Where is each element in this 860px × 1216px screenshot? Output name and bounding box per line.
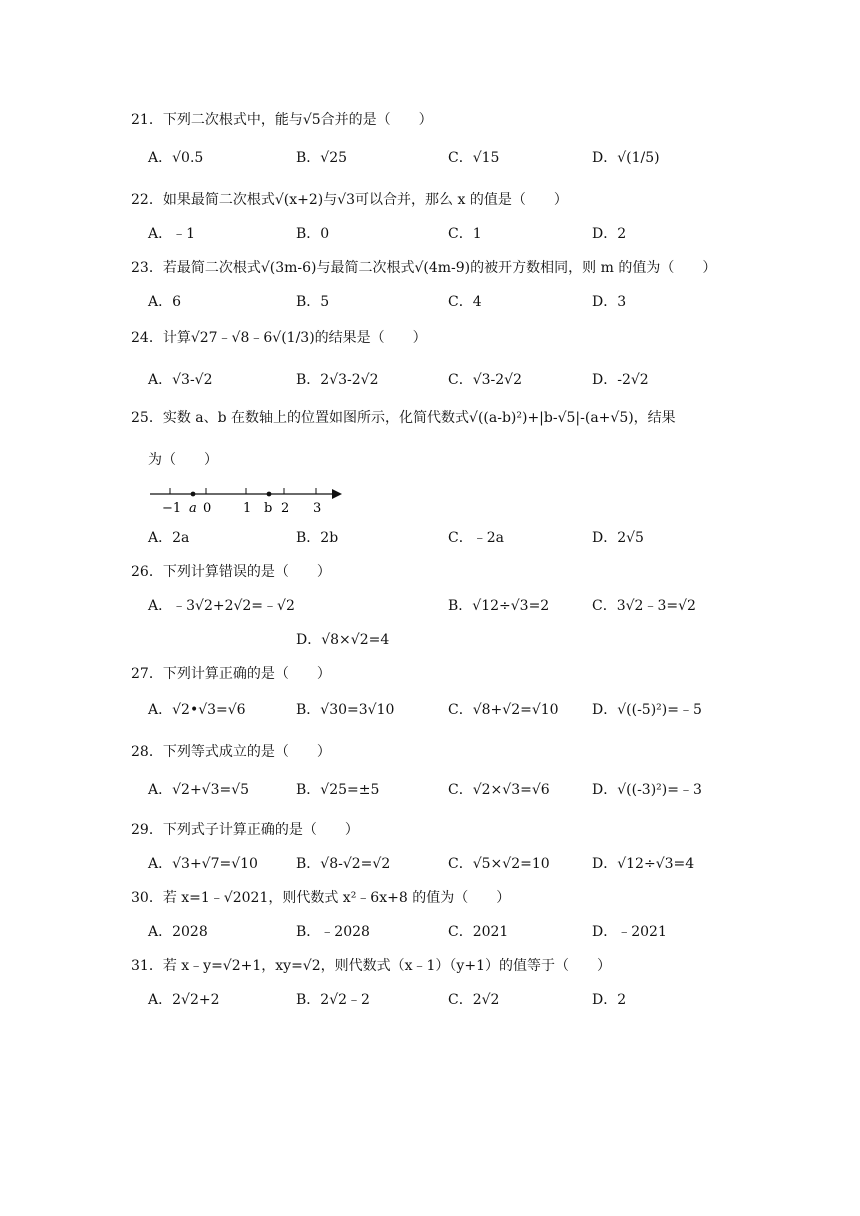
q28-option-d: D．√((-3)²)=﹣3 xyxy=(592,782,702,798)
q25-option-c: C．﹣2a xyxy=(448,530,504,546)
q25-option-a: A．2a xyxy=(148,530,190,546)
q26-option-c: C．3√2﹣3=√2 xyxy=(592,598,696,614)
q22-option-a: A．﹣1 xyxy=(148,226,196,242)
q21-option-a: A．√0.5 xyxy=(148,150,204,166)
number-line-arrow xyxy=(332,489,342,499)
q26-option-d: D．√8×√2=4 xyxy=(296,632,390,648)
q30-option-b: B．﹣2028 xyxy=(296,924,370,940)
q24-option-c: C．√3-2√2 xyxy=(448,372,523,388)
q23-option-c: C．4 xyxy=(448,294,482,310)
q22-option-c: C．1 xyxy=(448,226,482,242)
q31-option-d: D．2 xyxy=(592,992,627,1008)
q29-option-d: D．√12÷√3=4 xyxy=(592,856,695,872)
q22-option-b: B．0 xyxy=(296,226,330,242)
q22-option-d: D．2 xyxy=(592,226,627,242)
q27-option-b: B．√30=3√10 xyxy=(296,702,395,718)
q24-option-d: D．-2√2 xyxy=(592,372,649,388)
q27-option-d: D．√((-5)²)=﹣5 xyxy=(592,702,702,718)
question-25-stem-continued: 为（ ） xyxy=(148,452,218,468)
q30-option-a: A．2028 xyxy=(148,924,208,940)
q30-option-d: D．﹣2021 xyxy=(592,924,667,940)
tick-label-0: 0 xyxy=(203,501,212,516)
question-27-stem: 27．下列计算正确的是（ ） xyxy=(131,666,331,682)
q25-option-b: B．2b xyxy=(296,530,339,546)
q29-option-c: C．√5×√2=10 xyxy=(448,856,550,872)
q23-option-b: B．5 xyxy=(296,294,330,310)
question-29-stem: 29．下列式子计算正确的是（ ） xyxy=(131,822,359,838)
q29-option-b: B．√8-√2=√2 xyxy=(296,856,391,872)
q27-option-c: C．√8+√2=√10 xyxy=(448,702,559,718)
q23-option-a: A．6 xyxy=(148,294,182,310)
point-label-b: b xyxy=(264,501,273,516)
q24-option-a: A．√3-√2 xyxy=(148,372,213,388)
q26-option-b: B．√12÷√3=2 xyxy=(448,598,550,614)
q28-option-a: A．√2+√3=√5 xyxy=(148,782,250,798)
q23-option-d: D．3 xyxy=(592,294,627,310)
q28-option-b: B．√25=±5 xyxy=(296,782,380,798)
q21-option-b: B．√25 xyxy=(296,150,348,166)
question-24-stem: 24．计算√27﹣√8﹣6√(1/3)的结果是（ ） xyxy=(131,330,427,346)
question-21-stem: 21．下列二次根式中，能与√5合并的是（ ） xyxy=(131,112,433,128)
question-23-stem: 23．若最简二次根式√(3m-6)与最简二次根式√(4m-9)的被开方数相同，则 m 的值为（ ） xyxy=(131,260,717,276)
question-26-stem: 26．下列计算错误的是（ ） xyxy=(131,564,331,580)
question-25-stem: 25．实数 a、b 在数轴上的位置如图所示，化简代数式√((a-b)²)+|b-√5|-(a+√5)，结果 xyxy=(131,410,676,426)
tick-label-3: 3 xyxy=(313,501,322,516)
q31-option-a: A．2√2+2 xyxy=(148,992,220,1008)
question-31-stem: 31．若 x﹣y=√2+1，xy=√2，则代数式（x﹣1）（y+1）的值等于（ ） xyxy=(131,958,611,974)
question-22-stem: 22．如果最简二次根式√(x+2)与√3可以合并，那么 x 的值是（ ） xyxy=(131,192,568,208)
q30-option-c: C．2021 xyxy=(448,924,509,940)
point-b xyxy=(267,492,272,497)
q29-option-a: A．√3+√7=√10 xyxy=(148,856,258,872)
point-label-a: a xyxy=(189,501,197,516)
q26-option-a: A．﹣3√2+2√2=﹣√2 xyxy=(148,598,295,614)
tick-label-2: 2 xyxy=(281,501,290,516)
question-28-stem: 28．下列等式成立的是（ ） xyxy=(131,744,331,760)
q25-option-d: D．2√5 xyxy=(592,530,644,546)
q24-option-b: B．2√3-2√2 xyxy=(296,372,379,388)
q28-option-c: C．√2×√3=√6 xyxy=(448,782,550,798)
number-line-figure xyxy=(146,480,346,520)
tick-label-1: 1 xyxy=(243,501,252,516)
q31-option-c: C．2√2 xyxy=(448,992,500,1008)
q27-option-a: A．√2•√3=√6 xyxy=(148,702,246,718)
point-a xyxy=(191,492,196,497)
q31-option-b: B．2√2﹣2 xyxy=(296,992,370,1008)
question-30-stem: 30．若 x=1﹣√2021，则代数式 x²﹣6x+8 的值为（ ） xyxy=(131,890,511,906)
q21-option-c: C．√15 xyxy=(448,150,500,166)
q21-option-d: D．√(1/5) xyxy=(592,150,660,166)
tick-label-neg1: −1 xyxy=(162,501,182,516)
